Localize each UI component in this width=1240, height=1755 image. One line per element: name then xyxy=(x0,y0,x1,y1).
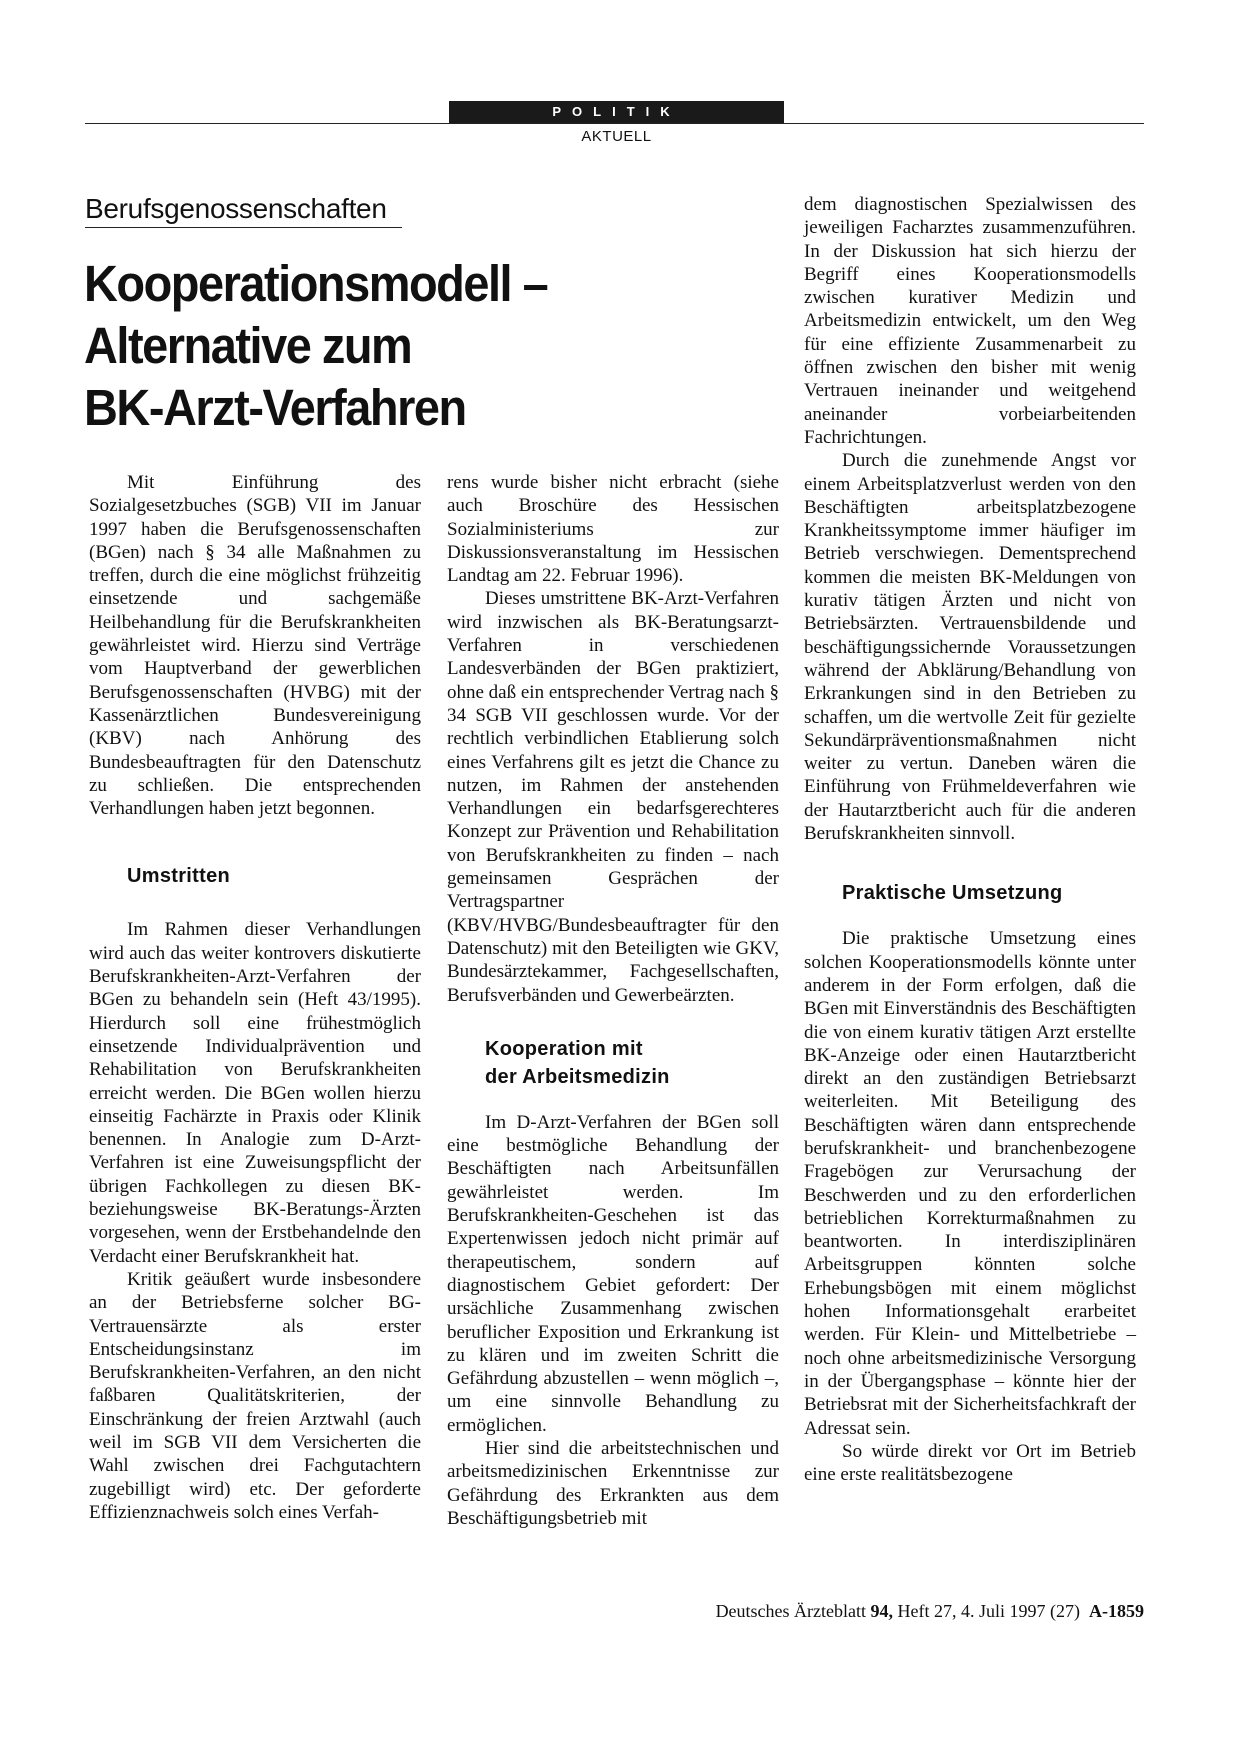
paragraph: dem diagnostischen Spezialwissen des jeweiligen Facharztes zusammenzuführen. In der Diskussion hat sich hierzu der Begriff eines Kooperationsmodells zwischen kurativer Medizin und Arbeitsmedizin entwickelt, um den Weg für eine effiziente Zusammenarbeit zu öffnen zwischen den bisher mit wenig Vertrauen ineinander und weitgehend aneinander vorbeiarbeitenden Fachrichtungen. xyxy=(804,194,1136,448)
article-headline xyxy=(84,253,673,439)
column-1 xyxy=(89,471,421,1524)
paragraph: Im Rahmen dieser Verhandlungen wird auch das weiter kontrovers diskutierte Berufskrankheiten-Arzt-Verfahren der BGen zu behandeln sein (Heft 43/1995). Hierdurch soll eine frühestmöglich einsetzende Individualprävention und Rehabilitation von Berufskrankheiten erreicht werden. Die BGen wollen hierzu einseitig Fachärzte in Praxis oder Klinik benennen. In Analogie zum D-Arzt-Verfahren ist eine Zuweisungspflicht der übrigen Fachkollegen zu diesen BK- beziehungsweise BK-Beratungs-Ärzten vorgesehen, wenn der Erstbehandelnde den Verdacht einer Berufskrankheit hat. xyxy=(89,919,421,1267)
subheading-kooperation xyxy=(447,1035,779,1091)
subheading-line: der Arbeitsmedizin xyxy=(485,1065,670,1088)
headline-line: Kooperationsmodell – xyxy=(84,255,548,312)
column-3 xyxy=(804,193,1136,1486)
headline-line: Alternative zum xyxy=(84,317,412,374)
paragraph: Im D-Arzt-Verfahren der BGen soll eine bestmögliche Behandlung der Beschäftigten nach Arbeitsunfällen gewährleistet werden. Im Berufskrankheiten-Geschehen ist das Expertenwissen jedoch nicht primär auf therapeutischem, sondern auf diagnostischem Gebiet gefordert: Der ursächliche Zusammenhang zwischen beruflicher Exposition und Erkrankung ist zu klären und im zweiten Schritt die Gefährdung abzustellen – wenn möglich –, um eine sinnvolle Behandlung zu ermöglichen. xyxy=(447,1111,779,1436)
paragraph: Die praktische Umsetzung eines solchen Kooperationsmodells könnte unter anderem in der Form erfolgen, daß die BGen mit Einverständnis des Beschäftigten die von einem kurativ tätigen Arzt erstellte BK-Anzeige oder einen Hautarztbericht direkt an den zuständigen Betriebsarzt weiterleiten. Mit Beteiligung des Beschäftigten wären dann entsprechende berufskrankheit- und branchenbezogene Fragebögen zur Verursachung der Beschwerden und zu den erforderlichen betrieblichen Korrekturmaßnahmen zu beantworten. In interdisziplinären Arbeitsgruppen könnten solche Erhebungsbögen mit einem möglichst hohen Informationsgehalt erarbeitet werden. Für Klein- und Mittelbetriebe – noch ohne arbeitsmedizinische Versorgung in der Übergangsphase – könnte hier der Betriebsrat mit der Sicherheitsfachkraft der Adressat sein. xyxy=(804,928,1136,1439)
paragraph: rens wurde bisher nicht erbracht (siehe auch Broschüre des Hessischen Sozialministeriums zur Diskussionsveranstaltung im Hessischen Landtag am 22. Februar 1996). xyxy=(447,472,779,587)
subheading-line: Kooperation mit xyxy=(485,1037,643,1060)
subheading-umstritten: Umstritten xyxy=(127,865,231,888)
paragraph: Hier sind die arbeitstechnischen und arbeitsmedizinischen Erkenntnisse zur Gefährdung des Erkrankten aus dem Beschäftigungsbetrieb mit xyxy=(447,1437,779,1529)
article-kicker: Berufsgenossenschaften xyxy=(85,193,402,228)
page-number: A-1859 xyxy=(1089,1601,1144,1621)
headline-line: BK-Arzt-Verfahren xyxy=(84,379,466,436)
issue-date: Heft 27, 4. Juli 1997 (27) xyxy=(897,1601,1080,1621)
journal-name: Deutsches Ärzteblatt xyxy=(715,1601,867,1621)
paragraph: Mit Einführung des Sozialgesetzbuches (SGB) VII im Januar 1997 haben die Berufsgenossenschaften (BGen) nach § 34 alle Maßnahmen zu treffen, durch die eine möglichst frühzeitig einsetzende und sachgemäße Heilbehandlung für die Berufskrankheiten gewährleistet wird. Hierzu sind Verträge vom Hauptverband der gewerblichen Berufsgenossenschaften (HVBG) mit der Kassenärztlichen Bundesvereinigung (KBV) nach Anhörung des Bundesbeauftragten für den Datenschutz zu schließen. Die entsprechenden Verhandlungen haben jetzt begonnen. xyxy=(89,472,421,820)
column-2 xyxy=(447,471,779,1530)
page-footer xyxy=(716,1601,1144,1622)
paragraph: Dieses umstrittene BK-Arzt-Verfahren wird inzwischen als BK-Beratungsarzt-Verfahren in verschiedenen Landesverbänden der BGen praktiziert, ohne daß ein entsprechender Vertrag nach § 34 SGB VII geschlossen wurde. Vor der rechtlich verbindlichen Etablierung solch eines Verfahrens gilt es jetzt die Chance zu nutzen, im Rahmen der anstehenden Verhandlungen ein bedarfsgerechteres Konzept zur Prävention und Rehabilitation von Berufskrankheiten zu finden – nach gemeinsamen Gesprächen der Vertragspartner (KBV/HVBG/Bundesbeauftragter für den Datenschutz) mit den Beteiligten wie GKV, Bundesärztekammer, Fachgesellschaften, Berufsverbänden und Gewerbeärzten. xyxy=(447,588,780,1006)
header-rule xyxy=(85,123,1144,124)
subsection-label: AKTUELL xyxy=(581,128,652,145)
paragraph: Durch die zunehmende Angst vor einem Arbeitsplatzverlust werden von den Beschäftigten arbeitsplatzbezogene Krankheitssymptome immer häufiger im Betrieb verschwiegen. Dementsprechend kommen die meisten BK-Meldungen von kurativ tätigen Ärzten und nicht von Betriebsärzten. Vertrauensbildende und beschäftigungssichernde Voraussetzungen während der Abklärung/Behandlung von Erkrankungen sind in den Betrieben zu schaffen, um die wertvolle Zeit für gezielte Sekundärpräventionsmaßnahmen nicht weiter zu vertun. Daneben wären die Einführung von Frühmeldeverfahren wie der Hautarztbericht auch für die anderen Berufskrankheiten sinnvoll. xyxy=(804,450,1136,845)
paragraph: Kritik geäußert wurde insbesondere an der Betriebsferne solcher BG-Vertrauensärzte als erster Entscheidungsinstanz im Berufskrankheiten-Verfahren, an den nicht faßbaren Qualitätskriterien, der Einschränkung der freien Arztwahl (auch weil im SGB VII dem Versicherten die Wahl zwischen drei Fachgutachtern zugebilligt wird) etc. Der geforderte Effizienznachweis solch eines Verfah- xyxy=(89,1268,421,1523)
paragraph: So würde direkt vor Ort im Betrieb eine erste realitätsbezogene xyxy=(804,1440,1136,1486)
section-label: POLITIK xyxy=(449,101,784,123)
subheading-praktische-umsetzung: Praktische Umsetzung xyxy=(842,882,1063,905)
volume-number: 94, xyxy=(870,1601,894,1621)
